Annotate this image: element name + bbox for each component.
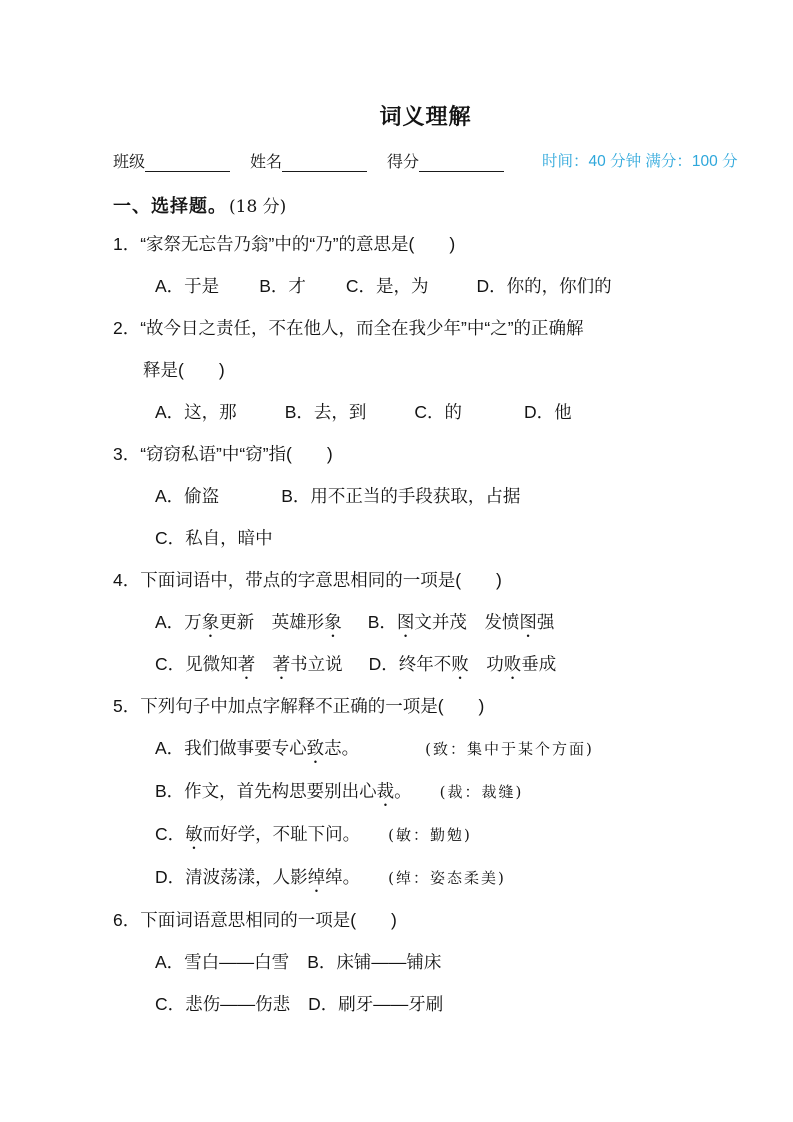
option-c: C．私自，暗中: [155, 528, 273, 548]
question-1: [113, 234, 738, 297]
dotted-char: 败: [503, 654, 522, 674]
text-segment: D．终年不: [368, 654, 452, 674]
question-6-options-row-1: [113, 952, 738, 973]
question-text: “故今日之责任，不在他人，而全在我少年”中“之”的正确解: [140, 318, 584, 338]
option-b-note: (裁：裁缝): [439, 783, 524, 801]
dotted-char: 致: [306, 738, 325, 758]
option-c: C．的: [414, 402, 463, 422]
option-c: C．悲伤——伤悲: [155, 994, 291, 1014]
question-5: [113, 696, 738, 889]
question-3: [113, 444, 738, 549]
question-5-stem: [113, 696, 738, 717]
option-d: D．他: [524, 402, 572, 422]
section-header: [113, 192, 738, 218]
text-segment: B．作文，首先构思要别出心: [155, 781, 377, 801]
dotted-char: 著: [272, 654, 291, 674]
option-d-note: (绰：姿态柔美): [388, 869, 506, 887]
question-text: 下列句子中加点字解释不正确的一项是( ): [140, 696, 485, 716]
text-segment: 更新 英雄形: [219, 612, 325, 632]
text-segment: 功: [468, 654, 504, 674]
question-2-stem: [113, 318, 738, 339]
question-4-stem: [113, 570, 738, 591]
score-blank-line: [419, 153, 504, 172]
text-segment: 志。: [324, 738, 360, 758]
question-2-stem-continued: 释是( ): [143, 360, 225, 380]
dotted-char: 敏: [185, 824, 203, 844]
question-number: 1．: [113, 234, 141, 254]
question-4-options-row-1: [113, 612, 738, 633]
dotted-char: 象: [201, 612, 220, 632]
dotted-char: 裁: [376, 781, 395, 801]
option-d: D．刷牙——牙刷: [308, 994, 444, 1014]
text-segment: B．: [367, 612, 397, 632]
text-segment: D．清波荡漾，人影: [155, 867, 308, 887]
text-segment: 垂成: [521, 654, 557, 674]
dotted-char: 绰: [307, 867, 326, 887]
header-row: [113, 149, 738, 172]
question-text: “家祭无忘告乃翁”中的“乃”的意思是( ): [140, 234, 456, 254]
question-1-stem: [113, 234, 738, 255]
option-a: A．这，那: [155, 402, 237, 422]
option-a: A．于是: [155, 276, 220, 296]
question-6: [113, 910, 738, 1015]
text-segment: 文并茂 发愤: [414, 612, 520, 632]
question-number: 4．: [113, 570, 141, 590]
dotted-char: 图: [396, 612, 415, 632]
class-blank-line: [145, 153, 230, 172]
option-c: C．是，为: [345, 276, 429, 296]
text-segment: 强: [536, 612, 555, 632]
question-6-stem: [113, 910, 738, 931]
question-4: [113, 570, 738, 675]
question-5-option-b: [113, 781, 738, 803]
option-b: B．才: [259, 276, 306, 296]
option-d: D．你的，你们的: [476, 276, 612, 296]
dotted-char: 象: [324, 612, 342, 632]
question-text: 下面词语意思相同的一项是( ): [140, 910, 397, 930]
time-limit-info: 时间：40 分钟 满分：100 分: [542, 153, 738, 170]
question-text: 下面词语中，带点的字意思相同的一项是( ): [140, 570, 502, 590]
question-3-options-row-2: [113, 528, 738, 549]
text-segment: A．我们做事要专心: [155, 738, 307, 758]
question-number: 5．: [113, 696, 141, 716]
option-d: [155, 867, 360, 888]
text-segment: 。: [394, 781, 412, 801]
page-title: 词义理解: [379, 104, 472, 129]
question-3-options-row-1: [113, 486, 738, 507]
question-number: 3．: [113, 444, 141, 464]
question-1-options: [113, 276, 738, 297]
class-label: 班级: [113, 154, 146, 171]
text-segment: A．万: [155, 612, 202, 632]
option-b: [155, 781, 412, 802]
question-5-option-c: [113, 824, 738, 846]
section-points: (18 分): [229, 197, 287, 217]
question-4-options-row-2: [113, 654, 738, 675]
text-segment: 绰。: [325, 867, 361, 887]
option-a: [155, 612, 342, 633]
text-segment: 书立说: [290, 654, 343, 674]
score-label: 得分: [387, 154, 420, 171]
option-c-note: (敏：勤勉): [388, 826, 472, 844]
text-segment: C．见微知: [155, 654, 238, 674]
text-segment: C．: [155, 824, 186, 844]
dotted-char: 著: [237, 654, 256, 674]
option-a: A．偷盗: [155, 486, 220, 506]
question-5-option-a: [113, 738, 738, 760]
question-3-stem: [113, 444, 738, 465]
option-b: B．去，到: [284, 402, 367, 422]
name-label: 姓名: [250, 154, 283, 171]
option-c: [155, 654, 343, 675]
option-b: [368, 612, 555, 633]
option-a-note: (致：集中于某个方面): [425, 740, 594, 758]
dotted-char: 败: [451, 654, 469, 674]
name-blank-line: [282, 153, 367, 172]
option-c: [155, 824, 360, 845]
option-d: [369, 654, 557, 675]
question-text: “窃窃私语”中“窃”指( ): [140, 444, 333, 464]
option-a: [155, 738, 359, 759]
question-5-option-d: [113, 867, 738, 889]
text-segment: [255, 654, 273, 674]
dotted-char: 图: [519, 612, 537, 632]
text-segment: 而好学，不耻下问。: [202, 824, 361, 844]
section-title: 一、选择题。: [113, 196, 227, 216]
question-2-options: [113, 402, 738, 423]
question-6-options-row-2: [113, 994, 738, 1015]
question-2: [113, 318, 738, 423]
question-number: 6．: [113, 910, 141, 930]
option-a: A．雪白——白雪: [155, 952, 290, 972]
option-b: B．床铺——铺床: [307, 952, 442, 972]
question-number: 2．: [113, 318, 141, 338]
option-b: B．用不正当的手段获取，占据: [281, 486, 521, 506]
